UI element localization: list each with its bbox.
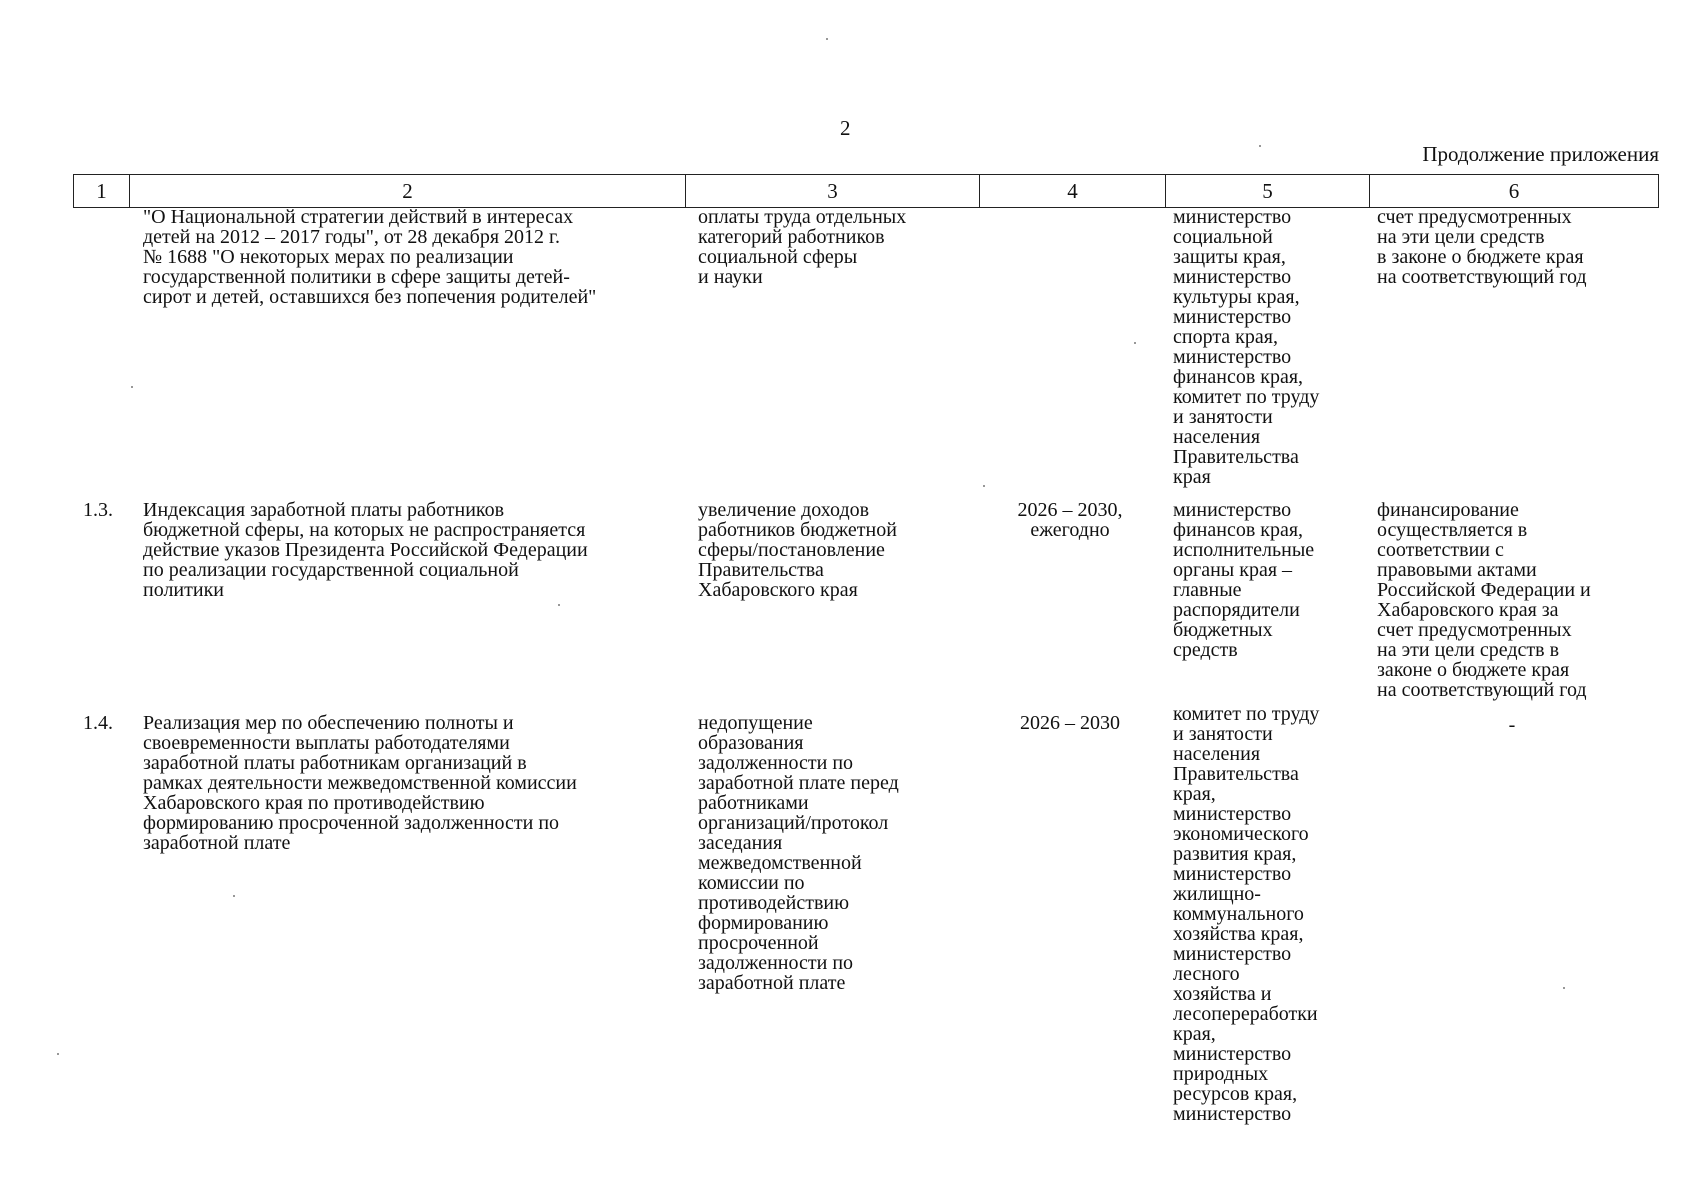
header-col-6: 6 [1508, 179, 1520, 203]
scan-speck [1259, 145, 1261, 147]
scan-speck [57, 1053, 59, 1055]
measure-cell: Реализация мер по обеспечению полноты и своевременности выплаты работодателями заработной платы работникам организаций в рамках деятельности межведомственной комиссии Хабаровского края по противодействию формированию просроченной задолженности по заработной плате [143, 712, 577, 854]
financing-cell: - [1508, 714, 1516, 736]
header-col-1: 1 [74, 175, 130, 207]
result-cell: увеличение доходов работников бюджетной сферы/постановление Правительства Хабаровского края [698, 499, 897, 601]
period-cell: 2026 – 2030 [1020, 712, 1120, 734]
row-number: 1.3. [83, 499, 113, 521]
header-col-3: 3 [686, 175, 980, 207]
row-number: 1.4. [83, 712, 113, 734]
scan-speck [131, 386, 133, 388]
scan-speck [826, 38, 828, 40]
executors-cell: министерство социальной защиты края, министерство культуры края, министерство спорта края, министерство финансов края, комитет по труду и занятости населения Правительства края [1173, 206, 1320, 488]
financing-cell: счет предусмотренных на эти цели средств в законе о бюджете края на соответствующий год [1377, 206, 1587, 288]
executors-cell: министерство финансов края, исполнительные органы края – главные распорядители бюджетных средств [1173, 499, 1315, 661]
executors-cell: комитет по труду и занятости населения Правительства края, министерство экономического развития края, министерство жилищно- коммунального хозяйства края, министерство лесного хозяйства и лесопереработки края, министерство природных ресурсов края, министерство [1173, 703, 1320, 1125]
period-cell: 2026 – 2030, ежегодно [1017, 499, 1123, 541]
page-number: 2 [840, 116, 851, 140]
result-cell: оплаты труда отдельных категорий работников социальной сферы и науки [698, 206, 907, 288]
scan-speck [983, 485, 985, 487]
financing-cell: финансирование осуществляется в соответствии с правовыми актами Российской Федерации и Хабаровского края за счет предусмотренных на эти цели средств в законе о бюджете края на соответствующий год [1377, 499, 1591, 701]
scan-speck [1563, 987, 1565, 989]
header-col-5: 5 [1166, 175, 1370, 207]
scan-speck [558, 604, 560, 606]
header-col-2: 2 [130, 175, 686, 207]
measure-cell: Индексация заработной платы работников бюджетной сферы, на которых не распространяется действие указов Президента Российской Федерации по реализации государственной социальной политики [143, 499, 588, 601]
scan-speck [1134, 342, 1136, 344]
scan-speck [233, 895, 235, 897]
measure-cell: "О Национальной стратегии действий в интересах детей на 2012 – 2017 годы", от 28 декабря 2012 г. № 1688 "О некоторых мерах по реализации государственной политики в сфере защиты детей- сирот и детей, оставшихся без попечения родителей" [143, 206, 597, 308]
table-header-row [73, 174, 1659, 208]
header-col-4: 4 [980, 175, 1166, 207]
continuation-label: Продолжение приложения [1422, 142, 1659, 166]
result-cell: недопущение образования задолженности по заработной плате перед работниками организаций/протокол заседания межведомственной комиссии по противодействию формированию просроченной задолженности по заработной плате [698, 712, 899, 994]
